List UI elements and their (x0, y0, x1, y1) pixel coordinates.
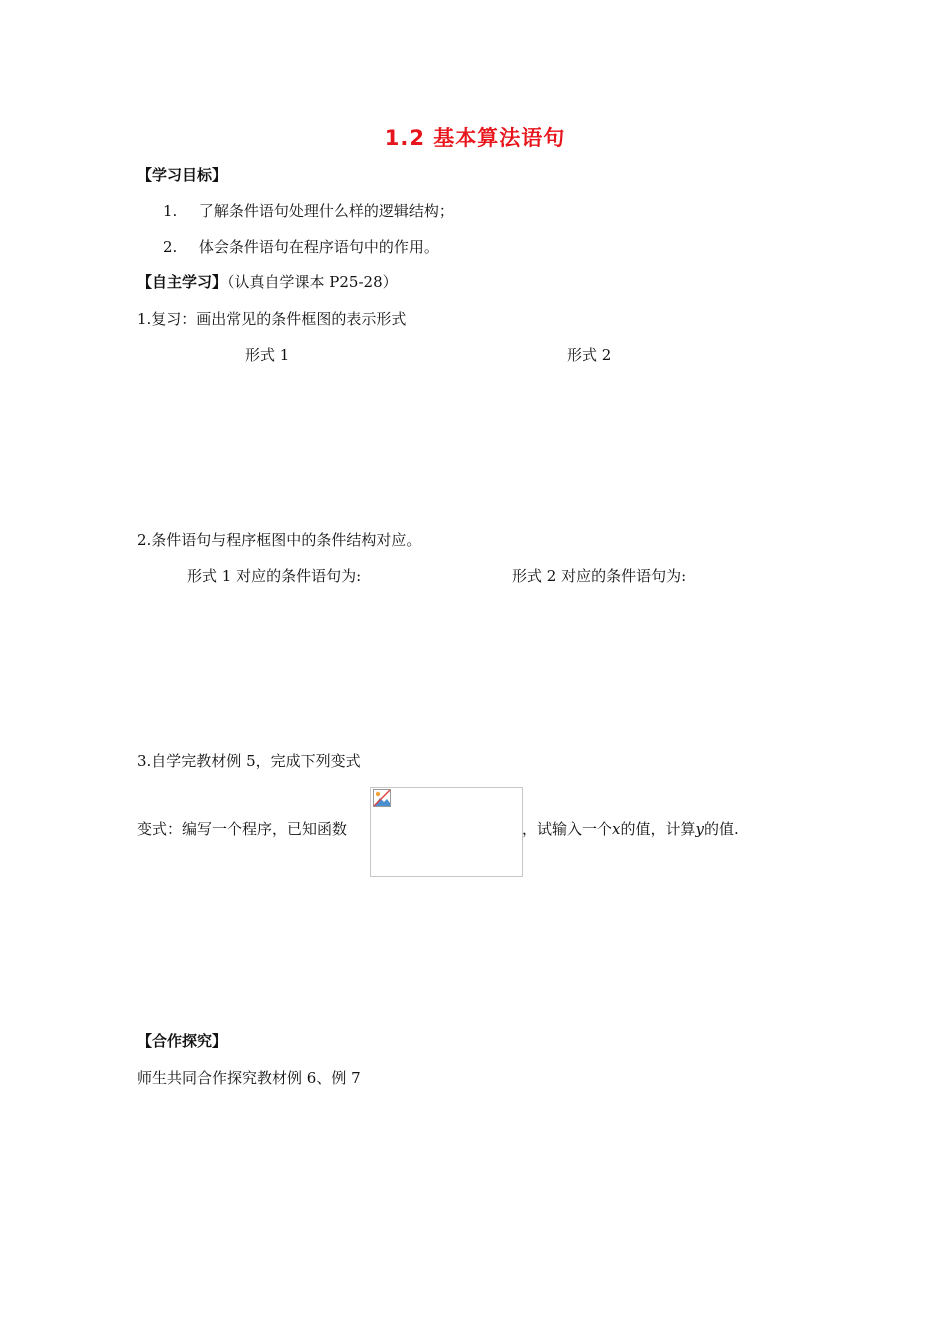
objective-item-number: 2. (163, 238, 178, 256)
cooperation-heading: 【合作探究】 (137, 1032, 228, 1050)
variant-suffix (522, 818, 739, 839)
objective-item-number: 1. (163, 202, 178, 220)
self-study-header (137, 271, 398, 292)
objectives-heading: 【学习目标】 (137, 166, 228, 184)
objective-item-text: 体会条件语句在程序语句中的作用。 (198, 238, 439, 256)
broken-image-icon (373, 789, 391, 807)
form-2-statement-label: 形式 2 对应的条件语句为: (512, 567, 687, 585)
objective-item-text: 了解条件语句处理什么样的逻辑结构； (198, 202, 454, 220)
variable-y: y (695, 820, 704, 838)
variant-text: 的值，计算 (620, 820, 696, 838)
form-1-statement-label: 形式 1 对应的条件语句为: (187, 567, 362, 585)
self-study-heading: 【自主学习】 (137, 273, 228, 291)
function-formula-image (370, 787, 523, 877)
cooperation-text: 师生共同合作探究教材例 6、例 7 (137, 1069, 361, 1087)
variant-prefix: 变式：编写一个程序，已知函数 (137, 820, 348, 838)
variable-x: x (612, 820, 621, 838)
self-study-note: （认真自学课本 P25-28） (227, 273, 398, 291)
objective-item-2 (163, 236, 439, 257)
question-3: 3.自学完教材例 5，完成下列变式 (137, 752, 361, 770)
page-title: 1.2 基本算法语句 (384, 126, 566, 150)
question-1: 1.复习：画出常见的条件框图的表示形式 (137, 310, 407, 328)
form-2-label: 形式 2 (567, 346, 612, 364)
question-2: 2.条件语句与程序框图中的条件结构对应。 (137, 531, 422, 549)
objective-item-1 (163, 200, 454, 221)
variant-text: 的值. (703, 820, 739, 838)
form-1-label: 形式 1 (245, 346, 290, 364)
variant-text: ，试输入一个 (522, 820, 613, 838)
